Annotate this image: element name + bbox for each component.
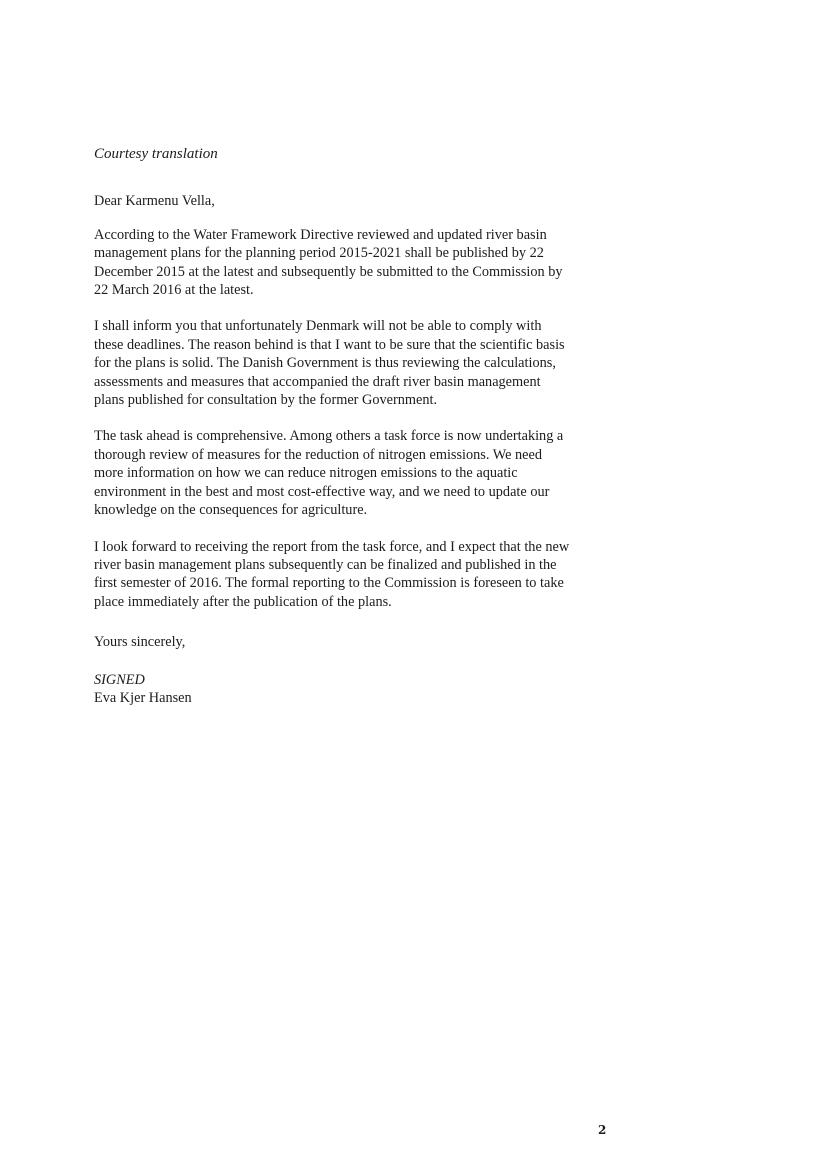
paragraph-compliance — [94, 317, 614, 409]
paragraph-line: I shall inform you that unfortunately Denmark will not be able to comply with — [94, 318, 542, 335]
paragraph-outlook — [94, 538, 614, 612]
paragraph-deadlines — [94, 226, 614, 300]
paragraph-line: 22 March 2016 at the latest. — [94, 282, 254, 299]
paragraph-line: December 2015 at the latest and subsequently be submitted to the Commission by — [94, 263, 563, 280]
paragraph-line: I look forward to receiving the report from the task force, and I expect that the new — [94, 538, 570, 555]
paragraph-line: plans published for consultation by the former Government. — [94, 392, 438, 409]
paragraph-line: The task ahead is comprehensive. Among others a task force is now undertaking a — [94, 428, 564, 445]
paragraph-task-force — [94, 427, 614, 519]
paragraph-line: thorough review of measures for the reduction of nitrogen emissions. We need — [94, 446, 543, 463]
signed-marker: SIGNED — [94, 671, 145, 688]
courtesy-translation-note: Courtesy translation — [94, 146, 218, 162]
paragraph-line: river basin management plans subsequently can be finalized and published in the — [94, 556, 557, 573]
paragraph-line: first semester of 2016. The formal reporting to the Commission is foreseen to take — [94, 575, 564, 592]
signer-name: Eva Kjer Hansen — [94, 689, 192, 706]
paragraph-line: for the plans is solid. The Danish Government is thus reviewing the calculations, — [94, 355, 556, 372]
paragraph-line: more information on how we can reduce nitrogen emissions to the aquatic — [94, 465, 518, 482]
paragraph-line: place immediately after the publication of the plans. — [94, 593, 392, 610]
paragraph-line: these deadlines. The reason behind is that I want to be sure that the scientific basis — [94, 336, 565, 353]
paragraph-line: According to the Water Framework Directive reviewed and updated river basin — [94, 226, 547, 243]
salutation: Dear Karmenu Vella, — [94, 193, 215, 210]
paragraph-line: environment in the best and most cost-effective way, and we need to update our — [94, 483, 550, 500]
closing: Yours sincerely, — [94, 634, 186, 651]
paragraph-line: assessments and measures that accompanied the draft river basin management — [94, 373, 541, 390]
letter-body — [94, 145, 614, 707]
paragraph-line: management plans for the planning period 2015-2021 shall be published by 22 — [94, 245, 544, 262]
page-number: 2 — [598, 1123, 607, 1137]
paragraph-line: knowledge on the consequences for agriculture. — [94, 502, 368, 519]
